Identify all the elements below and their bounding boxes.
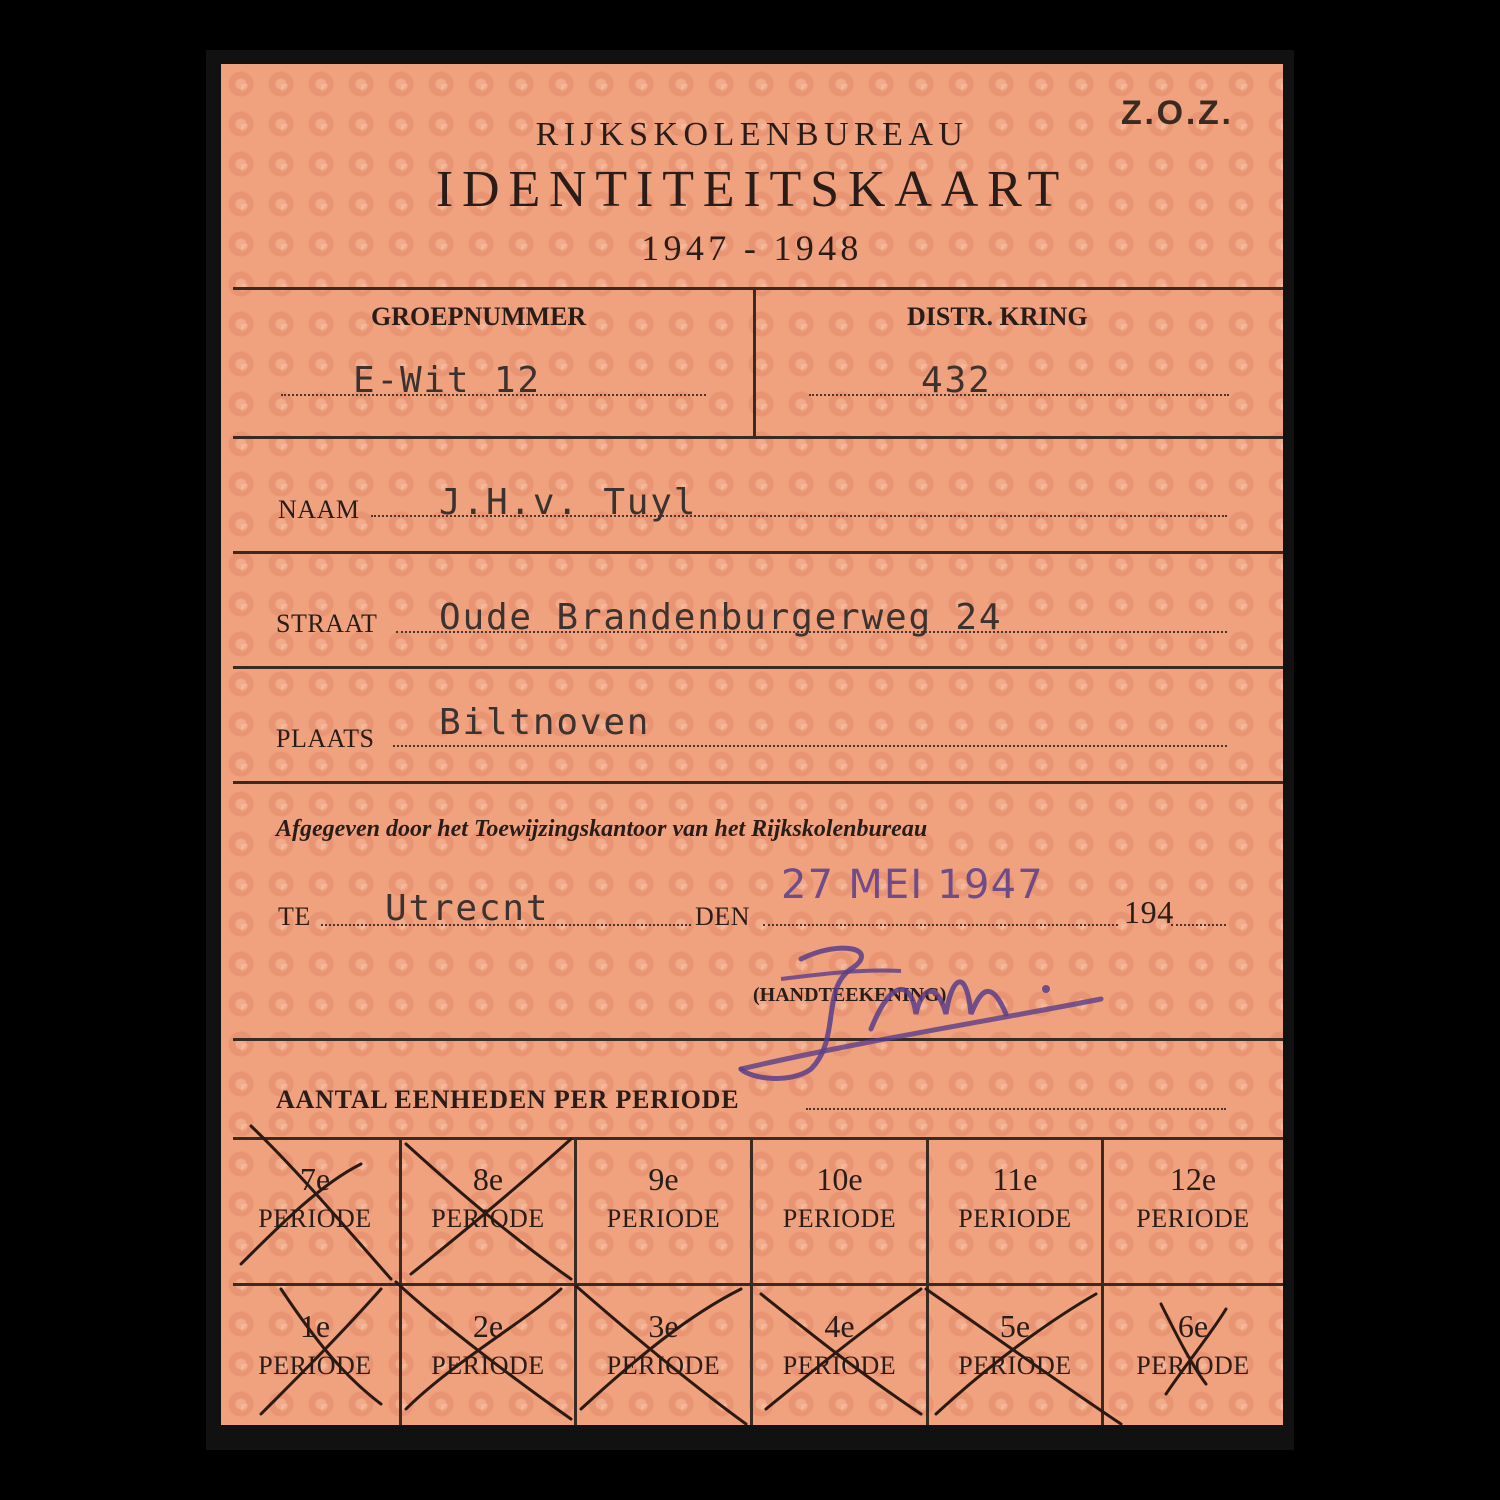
cross-mark <box>576 1286 746 1424</box>
id-card <box>221 64 1283 1425</box>
bureau-title: RIJKSKOLENBUREAU <box>535 116 969 153</box>
groepnummer-value: E-Wit 12 <box>353 360 541 401</box>
period-label: PERIODE <box>258 1204 372 1233</box>
period-number: 7e <box>299 1161 331 1197</box>
naam-label: NAAM <box>278 495 360 524</box>
period-number: 8e <box>472 1161 504 1197</box>
period-number: 9e <box>648 1161 679 1197</box>
den-label: DEN <box>695 902 750 931</box>
period-number: 2e <box>472 1308 504 1344</box>
period-label: PERIODE <box>958 1204 1072 1233</box>
period-label: PERIODE <box>1136 1204 1250 1233</box>
naam-value: J.H.v. Tuyl <box>439 482 698 523</box>
card-years: 1947 - 1948 <box>641 228 863 268</box>
straat-label: STRAAT <box>276 609 378 638</box>
cross-mark <box>761 1294 921 1414</box>
date-stamp: 27 MEI 1947 <box>781 862 1044 908</box>
period-number: 11e <box>992 1161 1038 1197</box>
te-value: Utrecnt <box>385 888 550 929</box>
period-label: PERIODE <box>258 1351 372 1380</box>
period-label: PERIODE <box>606 1204 721 1233</box>
kring-value: 432 <box>921 360 992 401</box>
year-prefix: 194 <box>1124 894 1174 930</box>
kring-label: DISTR. KRING <box>907 302 1088 331</box>
period-label: PERIODE <box>958 1351 1072 1380</box>
cross-mark <box>251 1126 391 1279</box>
signature-label: (HANDTEEKENING) <box>753 984 947 1006</box>
period-label: PERIODE <box>782 1351 897 1380</box>
cross-mark <box>406 1289 561 1409</box>
te-label: TE <box>278 902 311 931</box>
period-crosses <box>221 64 1283 1425</box>
period-label: PERIODE <box>431 1204 545 1233</box>
cross-mark <box>926 1289 1121 1424</box>
period-label: PERIODE <box>782 1204 897 1233</box>
cross-mark <box>581 1289 741 1409</box>
groepnummer-label: GROEPNUMMER <box>371 302 587 331</box>
zoz-mark: Z.O.Z. <box>1121 94 1234 132</box>
plaats-label: PLAATS <box>276 724 375 753</box>
period-label: PERIODE <box>1136 1351 1250 1380</box>
plaats-value: Biltnoven <box>439 702 651 743</box>
straat-value: Oude Brandenburgerweg 24 <box>439 597 1003 638</box>
cross-mark <box>1166 1309 1226 1394</box>
period-label: PERIODE <box>606 1351 721 1380</box>
cross-mark <box>261 1289 381 1414</box>
cross-mark <box>411 1139 571 1274</box>
period-number: 6e <box>1177 1308 1209 1344</box>
period-number: 3e <box>648 1308 679 1344</box>
period-number: 4e <box>824 1308 855 1344</box>
period-label: PERIODE <box>431 1351 545 1380</box>
card-title: IDENTITEITSKAART <box>435 161 1069 218</box>
issue-statement: Afgegeven door het Toewijzingskantoor van het Rijkskolenbureau <box>276 816 928 842</box>
period-number: 1e <box>299 1308 331 1344</box>
period-number: 10e <box>816 1161 863 1197</box>
period-number: 5e <box>999 1308 1031 1344</box>
cross-mark <box>766 1289 921 1409</box>
cross-mark <box>1161 1304 1206 1384</box>
period-number: 12e <box>1169 1161 1217 1197</box>
units-label: AANTAL EENHEDEN PER PERIODE <box>276 1085 740 1114</box>
